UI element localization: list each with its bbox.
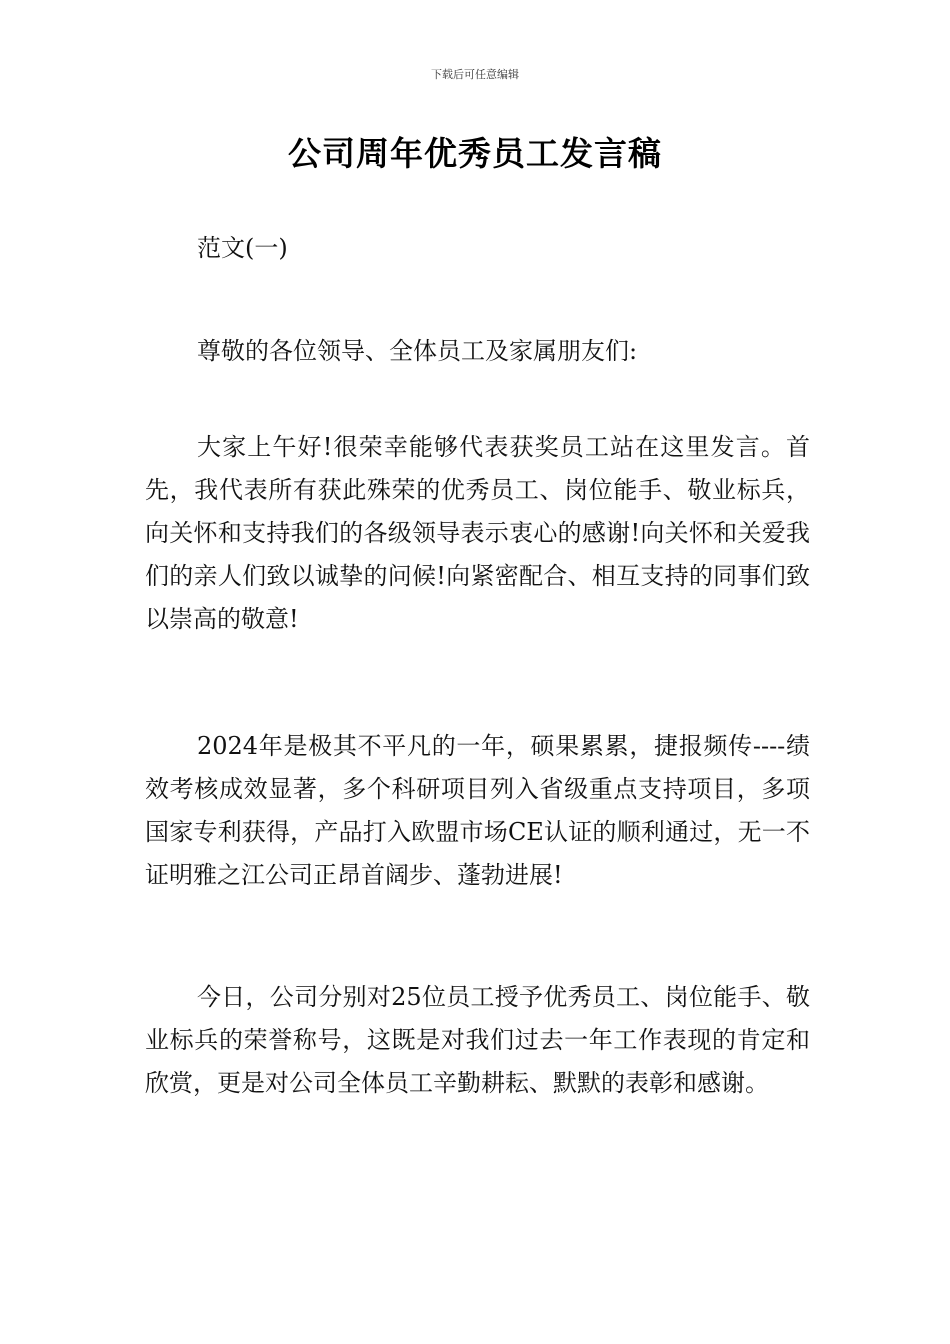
greeting-line: 尊敬的各位领导、全体员工及家属朋友们: (197, 337, 638, 365)
body-paragraph: 今日，公司分别对25位员工授予优秀员工、岗位能手、敬业标兵的荣誉称号，这既是对我们过去一年工作表现的肯定和欣赏，更是对公司全体员工辛勤耕耘、默默的表彰和感谢。 (145, 983, 810, 1097)
section-label: 范文(一) (197, 234, 288, 262)
document-title: 公司周年优秀员工发言稿 (288, 134, 662, 173)
body-paragraph: 2024年是极其不平凡的一年，硕果累累，捷报频传----绩效考核成效显著，多个科研项目列入省级重点支持项目，多项国家专利获得，产品打入欧盟市场CE认证的顺利通过，无一不证明雅之江公司正昂首阔步、蓬勃进展! (145, 732, 810, 889)
body-paragraph: 大家上午好!很荣幸能够代表获奖员工站在这里发言。首先，我代表所有获此殊荣的优秀员工、岗位能手、敬业标兵，向关怀和支持我们的各级领导表示衷心的感谢!向关怀和关爱我们的亲人们致以诚挚的问候!向紧密配合、相互支持的同事们致以崇高的敬意! (145, 433, 810, 633)
page-header-note: 下载后可任意编辑 (431, 68, 519, 81)
